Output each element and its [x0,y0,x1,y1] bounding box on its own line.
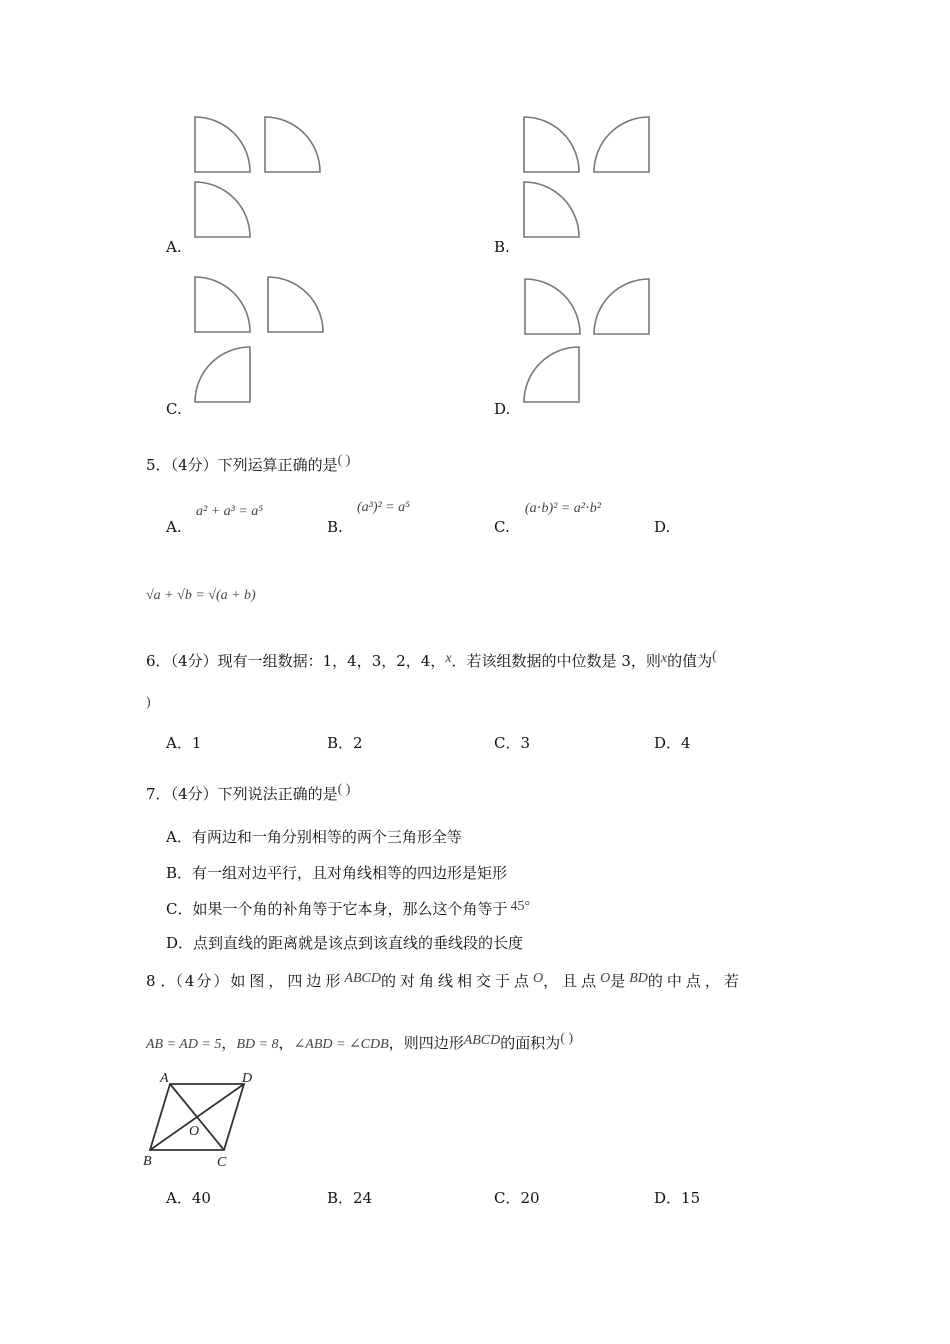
q8-cond2: BD = 8 [236,1037,279,1052]
q8-option-d-value: 15 [681,1189,701,1207]
q8-stem-seg: 的中点，若 [647,972,743,990]
q5-option-b-label: B. [327,518,343,536]
q8-quad: ABCD [463,1033,501,1048]
q6-stem: 6．（4分）现有一组数据：1，4，3，2，4，x．若该组数据的中位数是 3，则x的值为( [146,649,717,670]
q8-figure [140,1068,270,1168]
q8-stem-quad: ABCD [344,971,381,986]
q8-stem-line2 [146,1032,573,1053]
q7-option-a-label: A． [166,828,192,846]
q4-option-d-figure [522,276,662,406]
q8-option-c[interactable] [494,1187,540,1208]
q8-stem-tail: ，则四边形 [388,1034,464,1052]
q5-option-d-expr: √a + √b = √(a + b) [146,588,256,603]
q6-option-d-value: 4 [681,734,691,752]
q7-option-d-text: 点到直线的距离就是该点到该直线的垂线段的长度 [193,934,524,952]
q6-paren-close: ) [146,695,151,710]
q6-var2: x [660,651,668,666]
q4-option-d-label: D. [494,400,511,418]
q6-option-a[interactable] [166,732,201,753]
q5-option-c-expr: (a⋅b)² = a²⋅b² [525,501,601,516]
q8-label-b: B [143,1154,152,1169]
q8-option-b[interactable] [327,1187,372,1208]
q4-option-a-figure [192,114,332,244]
q5-number: 5 [146,456,156,474]
q5-option-c-label: C. [494,518,510,536]
q7-option-a-text: 有两边和一角分别相等的两个三角形全等 [191,828,462,846]
q7-option-b-label: B． [166,864,193,882]
q8-label-a: A [160,1071,169,1086]
q8-option-a-value: 40 [191,1189,211,1207]
q8-option-b-label: B． [327,1189,354,1207]
q7-option-b-text: 有一组对边平行，且对角线相等的四边形是矩形 [192,864,508,882]
q8-stem-seg: 如图，四边形 [230,972,345,990]
q4-option-b-label: B. [494,238,510,256]
q6-score: （4分） [170,652,218,670]
q7-option-d[interactable] [166,932,523,953]
q6-stem-part3: 的值为 [667,652,713,670]
q8-number: 8 [146,972,156,990]
q5-option-a-expr: a² + a³ = a⁵ [196,504,264,519]
q7-option-a[interactable] [166,826,462,847]
q6-option-c-label: C． [494,734,521,752]
q8-option-a[interactable] [166,1187,211,1208]
q8-stem-seg: 的对角线相交于点 [380,972,533,990]
q5-stem: 5．（4分）下列运算正确的是( ) [146,453,351,474]
q8-stem-seg: 是 [610,972,630,990]
q8-sep: ， [221,1034,237,1052]
q8-stem-point: O [600,971,611,986]
q6-var: x [445,651,452,666]
q8-option-b-value: 24 [353,1189,373,1207]
q4-option-a-label: A. [166,238,182,256]
q7-score: （4分） [170,785,218,803]
q6-option-a-label: A． [166,734,192,752]
q7-option-c-label: C． [166,900,193,918]
q6-stem-part2: ．若该组数据的中位数是 3，则 [451,652,661,670]
q8-stem-seg: ，且点 [543,972,601,990]
q6-option-d[interactable] [654,732,691,753]
q6-option-c-value: 3 [520,734,531,752]
q6-paren-open: ( [712,649,717,664]
q8-cond3: ∠ABD = ∠CDB [293,1037,389,1052]
q8-label-d: D [242,1071,253,1086]
q4-option-c-figure [192,274,332,404]
q5-score: （4分） [170,456,218,474]
q8-option-d[interactable] [654,1187,700,1208]
q6-option-d-label: D． [654,734,682,752]
q8-option-a-label: A． [166,1189,192,1207]
q8-stem-line1: 8 ．（4分）如图，四边形ABCD的对角线相交于点O，且点O是BD的中点，若 [146,971,743,990]
q8-option-c-label: C． [494,1189,521,1207]
q6-option-c[interactable] [494,732,530,753]
q5-option-b-expr: (a³)² = a⁵ [357,500,411,515]
q8-stem-point: O [532,971,544,986]
q7-option-b[interactable] [166,862,507,883]
q5-paren: ( ) [337,453,351,468]
q5-stem-text: 下列运算正确的是 [217,456,338,474]
q5-option-a-label: A. [166,518,182,536]
q8-cond1: AB = AD = 5 [146,1037,222,1052]
q8-label-o: O [189,1124,200,1139]
q5-option-d-label: D. [654,518,671,536]
q7-option-c-math: 45° [510,899,531,914]
q6-option-b-label: B． [327,734,354,752]
q6-option-b[interactable] [327,732,363,753]
q4-option-b-figure [521,114,661,244]
q8-stem-segment: BD [629,971,648,986]
q8-sep: ， [278,1034,294,1052]
q6-number: 6 [146,652,156,670]
q8-stem-end: 的面积为 [500,1034,561,1052]
q8-paren: ( ) [560,1031,574,1046]
q7-stem: 7．（4分）下列说法正确的是( ) [146,782,351,803]
q7-paren: ( ) [337,782,351,797]
q8-label-c: C [217,1155,227,1170]
q6-stem-part1: 现有一组数据：1，4，3，2，4， [217,652,446,670]
q7-option-c[interactable] [166,898,530,919]
q8-option-d-label: D． [654,1189,682,1207]
q6-option-a-value: 1 [191,734,202,752]
q6-option-b-value: 2 [353,734,363,752]
q8-score: （4分） [175,972,231,990]
q7-stem-text: 下列说法正确的是 [217,785,338,803]
q8-option-c-value: 20 [520,1189,540,1207]
q7-number: 7 [146,785,156,803]
q7-option-d-label: D． [166,934,194,952]
q4-option-c-label: C. [166,400,182,418]
q7-option-c-text: 如果一个角的补角等于它本身，那么这个角等于 [192,900,508,918]
